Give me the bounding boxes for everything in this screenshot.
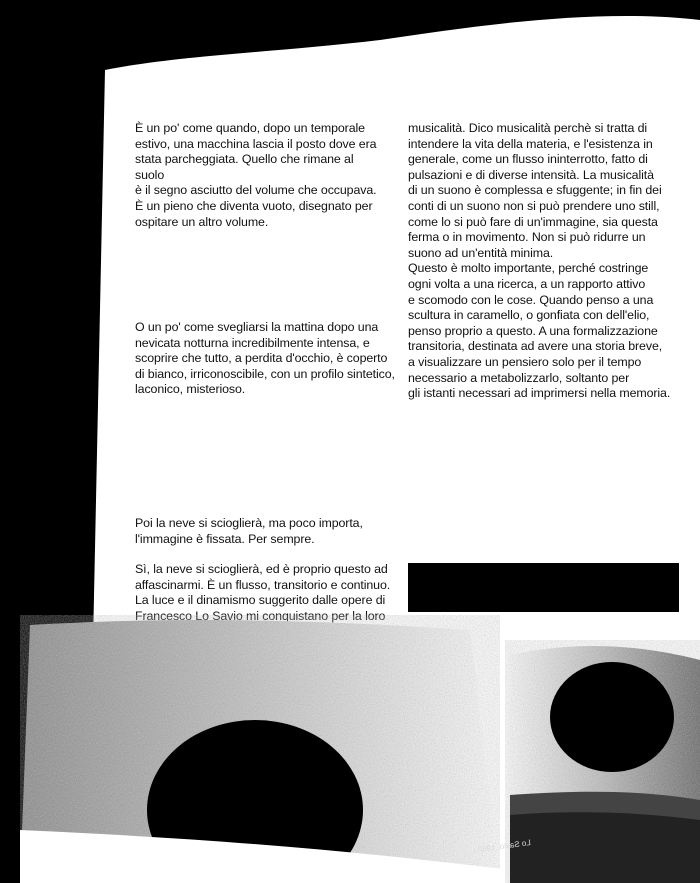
artwork-photo bbox=[0, 600, 700, 883]
paragraph-musicality: musicalità. Dico musicalità perchè si tratta di intendere la vita della materia, e l'esistenza in generale, come un flusso ininterrotto, fatto di pulsazioni e di diverse intensità. La musicalità di un suono è complessa e sfuggente; in fin dei conti di un suono non si può prendere uno still, come lo si può fare di un'immagine, sia questa ferma o in movimento. Non si può ridurre un suono ad un'entità minima. Questo è molto importante, perché costringe ogni volta a una ricerca, a un rapporto attivo e scomodo con le cose. Quando penso a una scultura in caramello, o gonfiata con dell'elio, penso proprio a questo. A una formalizzazione transitoria, destinata ad avere una storia breve, a visualizzare un pensiero solo per il tempo necessario a metabolizzarlo, soltanto per gli istanti necessari ad imprimersi nella memoria. bbox=[408, 121, 671, 401]
paragraph-flow: Sì, la neve si scioglierà, ed è proprio questo ad affascinarmi. È un flusso, transitorio e continuo. La luce e il dinamismo suggerito dalle opere di bbox=[135, 562, 391, 608]
paragraph-snow-melts: Poi la neve si scioglierà, ma poco importa, l'immagine è fissata. Per sempre. bbox=[135, 516, 363, 546]
photo-caption: Lo Savio, 1960 bbox=[477, 838, 532, 855]
paragraph-summer-rain: È un po' come quando, dopo un temporale estivo, una macchina lascia il posto dove era stata parcheggiata. Quello che rimane al suolo è il segno asciutto del volume che occupava. È un pieno che diventa vuoto, disegnato per ospitare un altro volume. bbox=[135, 121, 377, 229]
paragraph-snowfall: O un po' come svegliarsi la mattina dopo una nevicata notturna incredibilmente intensa, e scoprire che tutto, a perdita d'occhio, è coperto di bianco, irriconoscibile, con un profilo sintetico, laconico, misterioso. bbox=[135, 320, 395, 397]
